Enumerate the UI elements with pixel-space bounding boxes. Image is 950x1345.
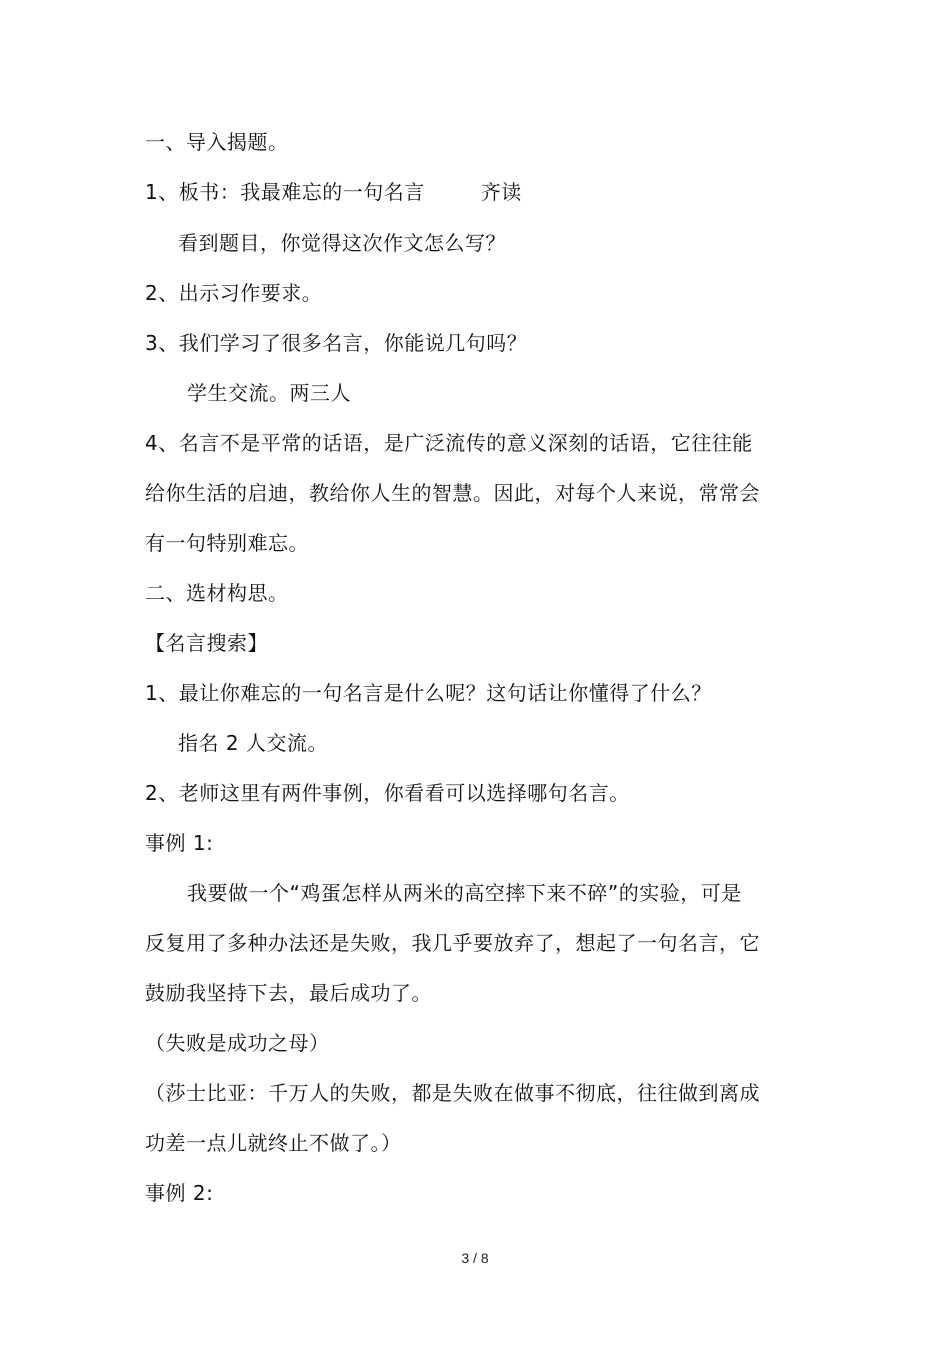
example-1-line-2: 反复用了多种办法还是失败，我几乎要放弃了，想起了一句名言，它 <box>145 931 760 955</box>
example-1-label: 事例 1: <box>145 831 214 855</box>
item-2-text: 2、出示习作要求。 <box>145 281 323 305</box>
item-3-text: 3、我们学习了很多名言，你能说几句吗？ <box>145 331 528 355</box>
example-1-quote: （失败是成功之母） <box>145 1031 330 1055</box>
search-item-1-text: 1、最让你难忘的一句名言是什么呢？这句话让你懂得了什么？ <box>145 681 712 705</box>
subsection-heading-quote-search: 【名言搜索】 <box>145 631 268 655</box>
section-heading-intro: 一、导入揭题。 <box>145 130 289 154</box>
section-heading-material: 二、选材构思。 <box>145 581 289 605</box>
example-1-line-3: 鼓励我坚持下去，最后成功了。 <box>145 981 432 1005</box>
search-item-2-text: 2、老师这里有两件事例，你看看可以选择哪句名言。 <box>145 781 630 805</box>
item-1-read-aloud: 齐读 <box>480 180 522 204</box>
item-4-line-3: 有一句特别难忘。 <box>145 531 309 555</box>
example-1-shakespeare-line-2: 功差一点儿就终止不做了。） <box>145 1131 402 1155</box>
item-1-text: 1、板书：我最难忘的一句名言 <box>145 180 425 204</box>
example-2-label: 事例 2: <box>145 1181 214 1205</box>
page-number: 3 / 8 <box>461 1250 489 1266</box>
item-4-line-2: 给你生活的启迪，教给你人生的智慧。因此，对每个人来说，常常会 <box>145 481 760 505</box>
item-1-note: 看到题目，你觉得这次作文怎么写？ <box>178 231 506 255</box>
search-item-1-note: 指名 2 人交流。 <box>178 731 328 755</box>
example-1-line-1: 我要做一个“鸡蛋怎样从两米的高空摔下来不碎”的实验，可是 <box>187 881 742 905</box>
item-4-line-1: 4、名言不是平常的话语，是广泛流传的意义深刻的话语，它往往能 <box>145 431 753 455</box>
example-1-shakespeare-line-1: （莎士比亚：千万人的失败，都是失败在做事不彻底，往往做到离成 <box>145 1081 760 1105</box>
item-1-line <box>145 178 522 206</box>
item-3-note: 学生交流。两三人 <box>187 381 351 405</box>
